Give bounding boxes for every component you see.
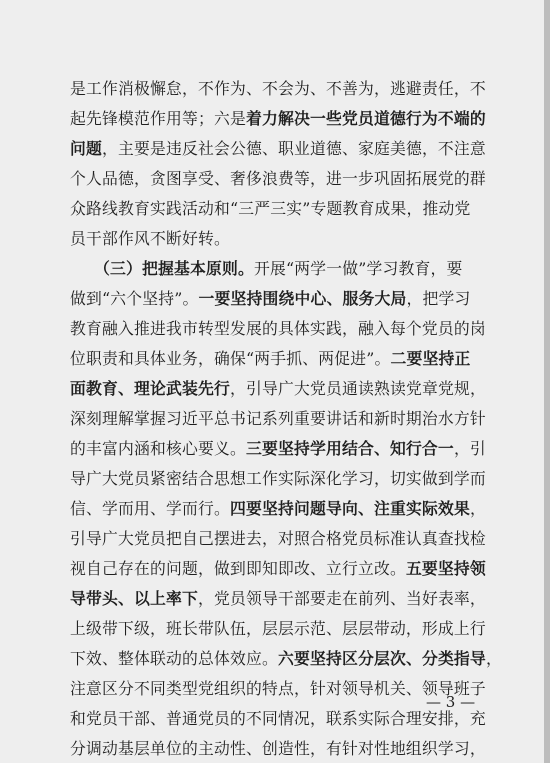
bold-text-segment: 面教育、理论武装先行 xyxy=(70,379,230,398)
text-segment: 是工作消极懈怠，不作为、不会为、不善为，逃避责任，不 xyxy=(70,79,486,98)
text-line xyxy=(70,464,486,494)
text-segment: ， xyxy=(469,499,486,518)
text-segment: 众路线教育实践活动和“三严三实”专题教育成果，推动党 xyxy=(70,199,471,218)
text-line xyxy=(70,194,470,224)
bold-text-segment: 四要坚持问题导向、注重实际效果 xyxy=(229,499,470,518)
text-line xyxy=(70,584,486,614)
text-line xyxy=(70,164,486,194)
text-segment: 的丰富内涵和核心要义。 xyxy=(70,439,246,458)
bold-text-segment: 三要坚持学用结合、知行合一 xyxy=(245,439,454,458)
text-segment: ，引 xyxy=(453,439,486,458)
text-segment: ， xyxy=(485,649,502,668)
text-line xyxy=(70,314,486,344)
text-segment: 员干部作风不断好转。 xyxy=(70,229,230,248)
bold-text-segment: 六要坚持区分层次、分类指导 xyxy=(277,649,486,668)
text-segment: 分调动基层单位的主动性、创造性，有针对性地组织学习， xyxy=(70,739,486,758)
bold-text-segment: 二要坚持正 xyxy=(390,349,471,368)
text-line xyxy=(70,434,486,464)
text-segment: 导广大党员紧密结合思想工作实际深化学习，切实做到学而 xyxy=(70,469,486,488)
text-line xyxy=(70,614,486,644)
text-segment: 个人品德，贪图享受、奢侈浪费等，进一步巩固拓展党的群 xyxy=(70,169,486,188)
bold-text-segment: 一要坚持围绕中心、服务大局 xyxy=(198,289,407,308)
text-line xyxy=(70,344,470,374)
text-segment: 和党员干部、普通党员的不同情况，联系实际合理安排，充 xyxy=(70,709,486,728)
text-line xyxy=(70,254,470,284)
text-line xyxy=(70,284,470,314)
text-segment: ，把学习 xyxy=(406,289,471,308)
text-line xyxy=(70,644,502,674)
text-line xyxy=(70,404,486,434)
text-line xyxy=(70,704,486,734)
bold-text-segment: 问题 xyxy=(70,139,102,158)
text-segment: 注意区分不同类型党组织的特点，针对领导机关、领导班子 xyxy=(70,679,486,698)
page-number: — 3 — xyxy=(426,693,476,711)
text-line xyxy=(70,494,486,524)
text-segment: 视自己存在的问题，做到即知即改、立行立改。 xyxy=(70,559,406,578)
text-segment: 教育融入推进我市转型发展的具体实践，融入每个党员的岗 xyxy=(70,319,486,338)
text-line xyxy=(70,554,486,584)
text-segment: 起先锋模范作用等；六是 xyxy=(70,109,246,128)
text-segment: ，党员领导干部要走在前列、当好表率， xyxy=(197,589,486,608)
text-line xyxy=(70,134,486,164)
text-segment: 信、学而用、学而行。 xyxy=(70,499,230,518)
text-segment: 开展“两学一做”学习教育，要 xyxy=(253,259,463,278)
text-segment: 深刻理解掌握习近平总书记系列重要讲话和新时期治水方针 xyxy=(70,409,486,428)
text-segment: 做到“六个坚持”。 xyxy=(70,289,199,308)
text-line xyxy=(70,224,470,254)
body-text xyxy=(70,74,502,764)
text-segment: 上级带下级，班长带队伍，层层示范、层层带动，形成上行 xyxy=(70,619,486,638)
text-line xyxy=(70,734,486,764)
bold-text-segment: 导带头、以上率下 xyxy=(70,589,198,608)
text-line xyxy=(70,104,486,134)
bold-text-segment: 着力解决一些党员道德行为不端的 xyxy=(245,109,486,128)
text-segment: ，引导广大党员通读熟读党章党规， xyxy=(229,379,486,398)
text-line xyxy=(70,674,486,704)
text-line xyxy=(70,374,486,404)
text-segment: ，主要是违反社会公德、职业道德、家庭美德，不注意 xyxy=(102,139,486,158)
bold-text-segment: 五要坚持领 xyxy=(405,559,486,578)
bold-text-segment: （三）把握基本原则。 xyxy=(94,259,254,278)
text-line xyxy=(70,74,486,104)
text-segment: 下效、整体联动的总体效应。 xyxy=(70,649,278,668)
text-segment: 位职责和具体业务，确保“两手抓、两促进”。 xyxy=(70,349,391,368)
text-segment: 引导广大党员把自己摆进去，对照合格党员标准认真查找检 xyxy=(70,529,486,548)
text-line xyxy=(70,524,486,554)
